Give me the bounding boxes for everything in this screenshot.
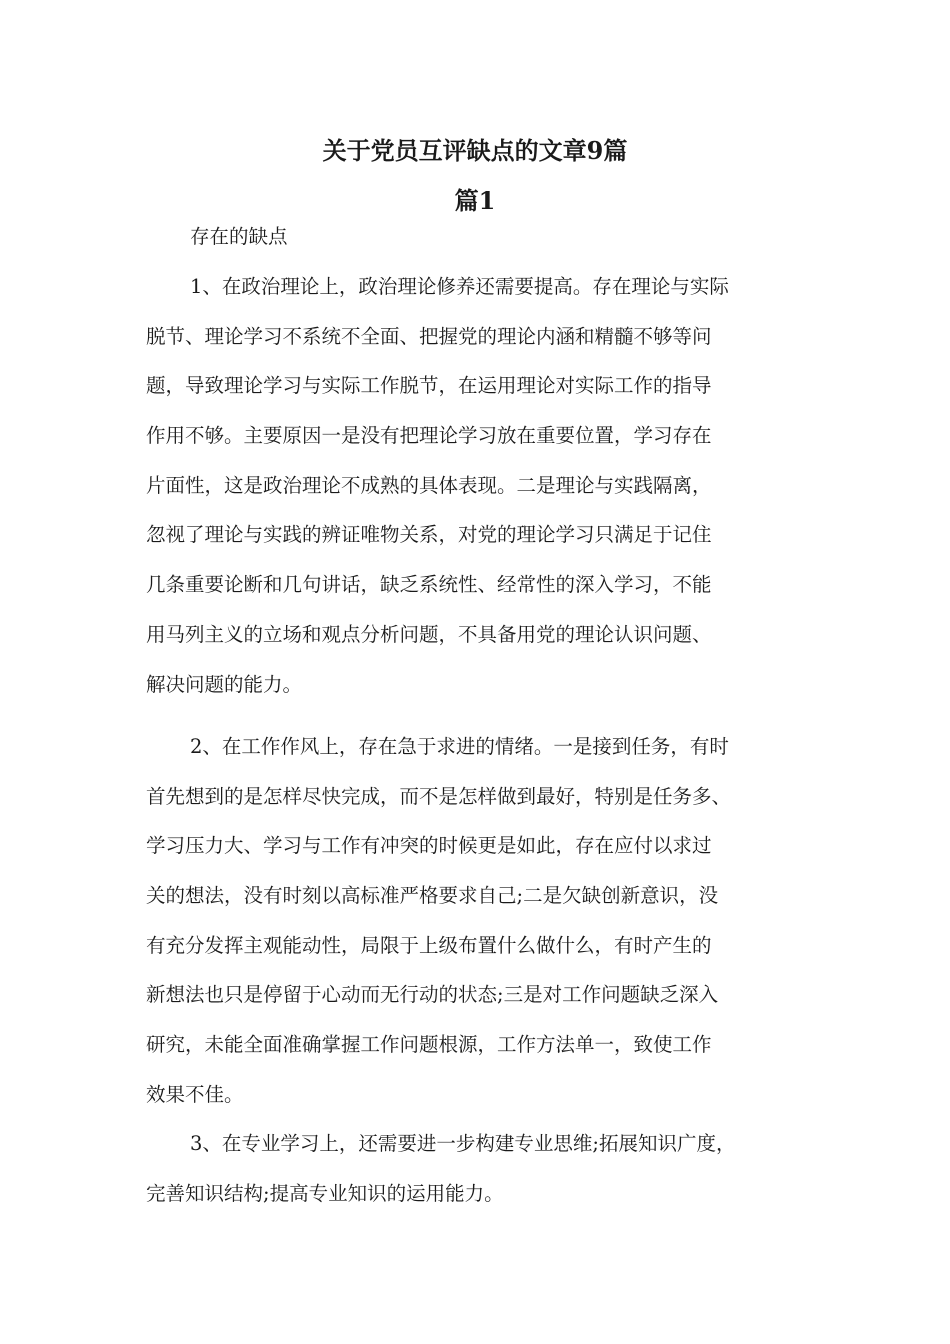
paragraph-line: 研究，未能全面准确掌握工作问题根源，工作方法单一，致使工作 [146, 1033, 712, 1057]
paragraph-line: 2、在工作作风上，存在急于求进的情绪。一是接到任务，有时 [190, 735, 729, 758]
heading-line: 存在的缺点 [190, 225, 288, 248]
paragraph-line: 脱节、理论学习不系统不全面、把握党的理论内涵和精髓不够等问 [146, 324, 712, 348]
paragraph-1 [146, 262, 806, 709]
paragraph-line: 关的想法，没有时刻以高标准严格要求自己;二是欠缺创新意识，没 [146, 884, 719, 908]
paragraph-line: 新想法也只是停留于心动而无行动的状态;三是对工作问题缺乏深入 [146, 983, 719, 1007]
paragraph-line: 题，导致理论学习与实际工作脱节，在运用理论对实际工作的指导 [146, 374, 712, 398]
heading-existing-defects [146, 212, 806, 262]
paragraph-line: 忽视了理论与实践的辨证唯物关系，对党的理论学习只满足于记住 [146, 523, 712, 547]
paragraph-3 [146, 1119, 806, 1218]
paragraph-line: 1、在政治理论上，政治理论修养还需要提高。存在理论与实际 [190, 275, 729, 298]
paragraph-line: 3、在专业学习上，还需要进一步构建专业思维;拓展知识广度， [190, 1132, 736, 1155]
paragraph-line: 解决问题的能力。 [146, 672, 303, 696]
paragraph-line: 有充分发挥主观能动性，局限于上级布置什么做什么，有时产生的 [146, 933, 712, 957]
document-title: 关于党员互评缺点的文章9篇 [322, 136, 628, 165]
paragraph-line: 学习压力大、学习与工作有冲突的时候更是如此，存在应付以求过 [146, 834, 712, 858]
paragraph-line: 完善知识结构;提高专业知识的运用能力。 [146, 1181, 504, 1205]
paragraph-line: 效果不佳。 [146, 1082, 244, 1106]
paragraph-line: 首先想到的是怎样尽快完成，而不是怎样做到最好，特别是任务多、 [146, 784, 732, 808]
section-title: 篇1 [454, 186, 496, 215]
paragraph-line: 作用不够。主要原因一是没有把理论学习放在重要位置，学习存在 [146, 424, 712, 448]
paragraph-line: 用马列主义的立场和观点分析问题，不具备用党的理论认识问题、 [146, 622, 712, 646]
paragraph-line: 片面性，这是政治理论不成熟的具体表现。二是理论与实践隔离， [146, 473, 712, 497]
paragraph-line: 几条重要论断和几句讲话，缺乏系统性、经常性的深入学习，不能 [146, 573, 712, 597]
paragraph-2 [146, 722, 806, 1120]
